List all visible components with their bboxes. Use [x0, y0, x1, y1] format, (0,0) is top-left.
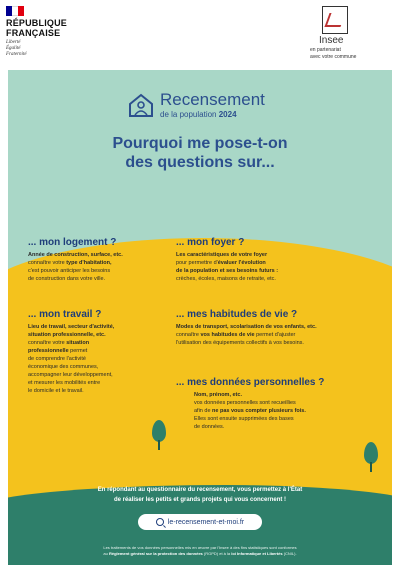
website-link-label: le-recensement-et-moi.fr [167, 518, 245, 526]
legal-l2d: loi Informatique et Libertés [231, 551, 283, 556]
call-to-action [8, 485, 392, 505]
habitudes-l1a: connaître [176, 332, 201, 338]
website-link-button[interactable] [138, 514, 262, 530]
question-logement [28, 236, 123, 283]
travail-lead-2: situation professionnelle, etc. [28, 332, 106, 338]
habitudes-l1b: vos habitudes de vie [200, 332, 255, 338]
logement-l1b: type d'habitation, [66, 260, 112, 266]
travail-l1a: connaître votre [28, 340, 67, 346]
tree-trunk [158, 440, 160, 450]
legal-notice [28, 545, 372, 557]
legal-l2a: au [103, 551, 109, 556]
insee-name: Insee [319, 35, 344, 46]
travail-l1b: situation [66, 340, 90, 346]
insee-partner-2: avec votre commune [310, 54, 357, 60]
main-title [8, 134, 392, 172]
insee-partner-1: en partenariat [310, 47, 341, 53]
cta-line-1: En répondant au questionnaire du recensement, vous permettez à l'État [97, 487, 303, 493]
donnees-line-3: Elles sont ensuite supprimées des bases [194, 416, 294, 422]
travail-heading: ... mon travail ? [28, 309, 102, 320]
travail-line-1 [28, 339, 114, 347]
donnees-l2b: ne pas vous compter plusieurs fois. [212, 408, 306, 414]
donnees-line-4: de données. [194, 424, 225, 430]
habitudes-line-1 [176, 331, 317, 339]
tree-icon [364, 442, 378, 472]
brand-sub-prefix: de la population [160, 110, 217, 119]
travail-line-6: et mesurer les mobilités entre [28, 380, 101, 386]
travail-line-3: de comprendre l'activité [28, 356, 86, 362]
insee-logo-icon [322, 6, 348, 34]
foyer-lead: Les caractéristiques de votre foyer [176, 252, 268, 258]
republic-line-1: RÉPUBLIQUE [6, 18, 68, 28]
tree-crown [364, 442, 378, 464]
donnees-line-2 [194, 407, 324, 415]
habitudes-heading: ... mes habitudes de vie ? [176, 309, 298, 320]
legal-l2e: (CNIL). [282, 551, 297, 556]
foyer-line-1 [176, 259, 278, 267]
habitudes-lead: Modes de transport, scolarisation de vos enfants, etc. [176, 324, 317, 330]
foyer-line-2: de la population et ses besoins futurs : [176, 268, 279, 274]
legal-line-2 [28, 551, 372, 557]
brand-subtitle [160, 110, 237, 119]
logement-heading: ... mon logement ? [28, 237, 117, 248]
logement-lead: Année de construction, surface, etc. [28, 252, 123, 258]
travail-line-5: accompagner leur développement, [28, 372, 113, 378]
tree-icon [152, 420, 166, 450]
cta-line-2: de réaliser les petits et grands projets qui vous concernent ! [113, 497, 287, 503]
question-habitudes [176, 308, 317, 347]
travail-l2b: permet [68, 348, 88, 354]
travail-line-7: le domicile et le travail. [28, 388, 84, 394]
insee-brand [310, 6, 390, 60]
republic-line-2: FRANÇAISE [6, 28, 61, 38]
motto-1: Liberté [6, 40, 21, 45]
republique-francaise-logo [6, 6, 67, 58]
tree-trunk [370, 462, 372, 472]
legal-l2b: Règlement général sur la protection des données [108, 551, 203, 556]
question-travail [28, 308, 114, 395]
tree-crown [152, 420, 166, 442]
search-icon [156, 518, 164, 526]
habitudes-l1c: permet d'ajuster [254, 332, 296, 338]
poster-card [8, 70, 392, 565]
header [0, 0, 400, 64]
title-line-2: des questions sur... [125, 154, 275, 171]
donnees-l2a: afin de [194, 408, 213, 414]
motto-2: Égalité [6, 46, 21, 51]
donnees-lead: Nom, prénom, etc. [194, 392, 242, 398]
motto-3: Fraternité [6, 52, 27, 57]
logement-line-2: c'est pouvoir anticiper les besoins [28, 268, 111, 274]
logement-l1a: connaître votre [28, 260, 67, 266]
question-donnees [176, 376, 325, 431]
donnees-heading: ... mes données personnelles ? [176, 377, 325, 388]
brand-word: Recensement [160, 90, 265, 109]
foyer-heading: ... mon foyer ? [176, 237, 245, 248]
logement-line-1 [28, 259, 123, 267]
habitudes-line-2: l'utilisation des équipements collectifs à vos besoins. [176, 340, 304, 346]
donnees-line-1: vos données personnelles sont recueillies [194, 400, 296, 406]
question-foyer [176, 236, 278, 283]
travail-line-4: économique des communes, [28, 364, 99, 370]
marianne-flag-icon [6, 6, 24, 16]
foyer-l1b: évaluer l'évolution [217, 260, 266, 266]
travail-lead-1: Lieu de travail, secteur d'activité, [28, 324, 115, 330]
legal-l2c: (RGPD) et à la [202, 551, 232, 556]
logement-line-3: de construction dans votre ville. [28, 276, 106, 282]
foyer-l1a: pour permettre d' [176, 260, 218, 266]
legal-line-1: Les traitements de vos données personnelles mis en œuvre par l'Insee à des fins statistiques sont conformes [103, 545, 297, 550]
brand-year: 2024 [218, 110, 237, 119]
title-line-1: Pourquoi me pose-t-on [112, 135, 288, 152]
travail-l2a: professionnelle [28, 348, 69, 354]
travail-line-2 [28, 347, 114, 355]
foyer-line-3: crèches, écoles, maisons de retraite, etc. [176, 276, 276, 282]
house-person-icon [128, 92, 154, 118]
